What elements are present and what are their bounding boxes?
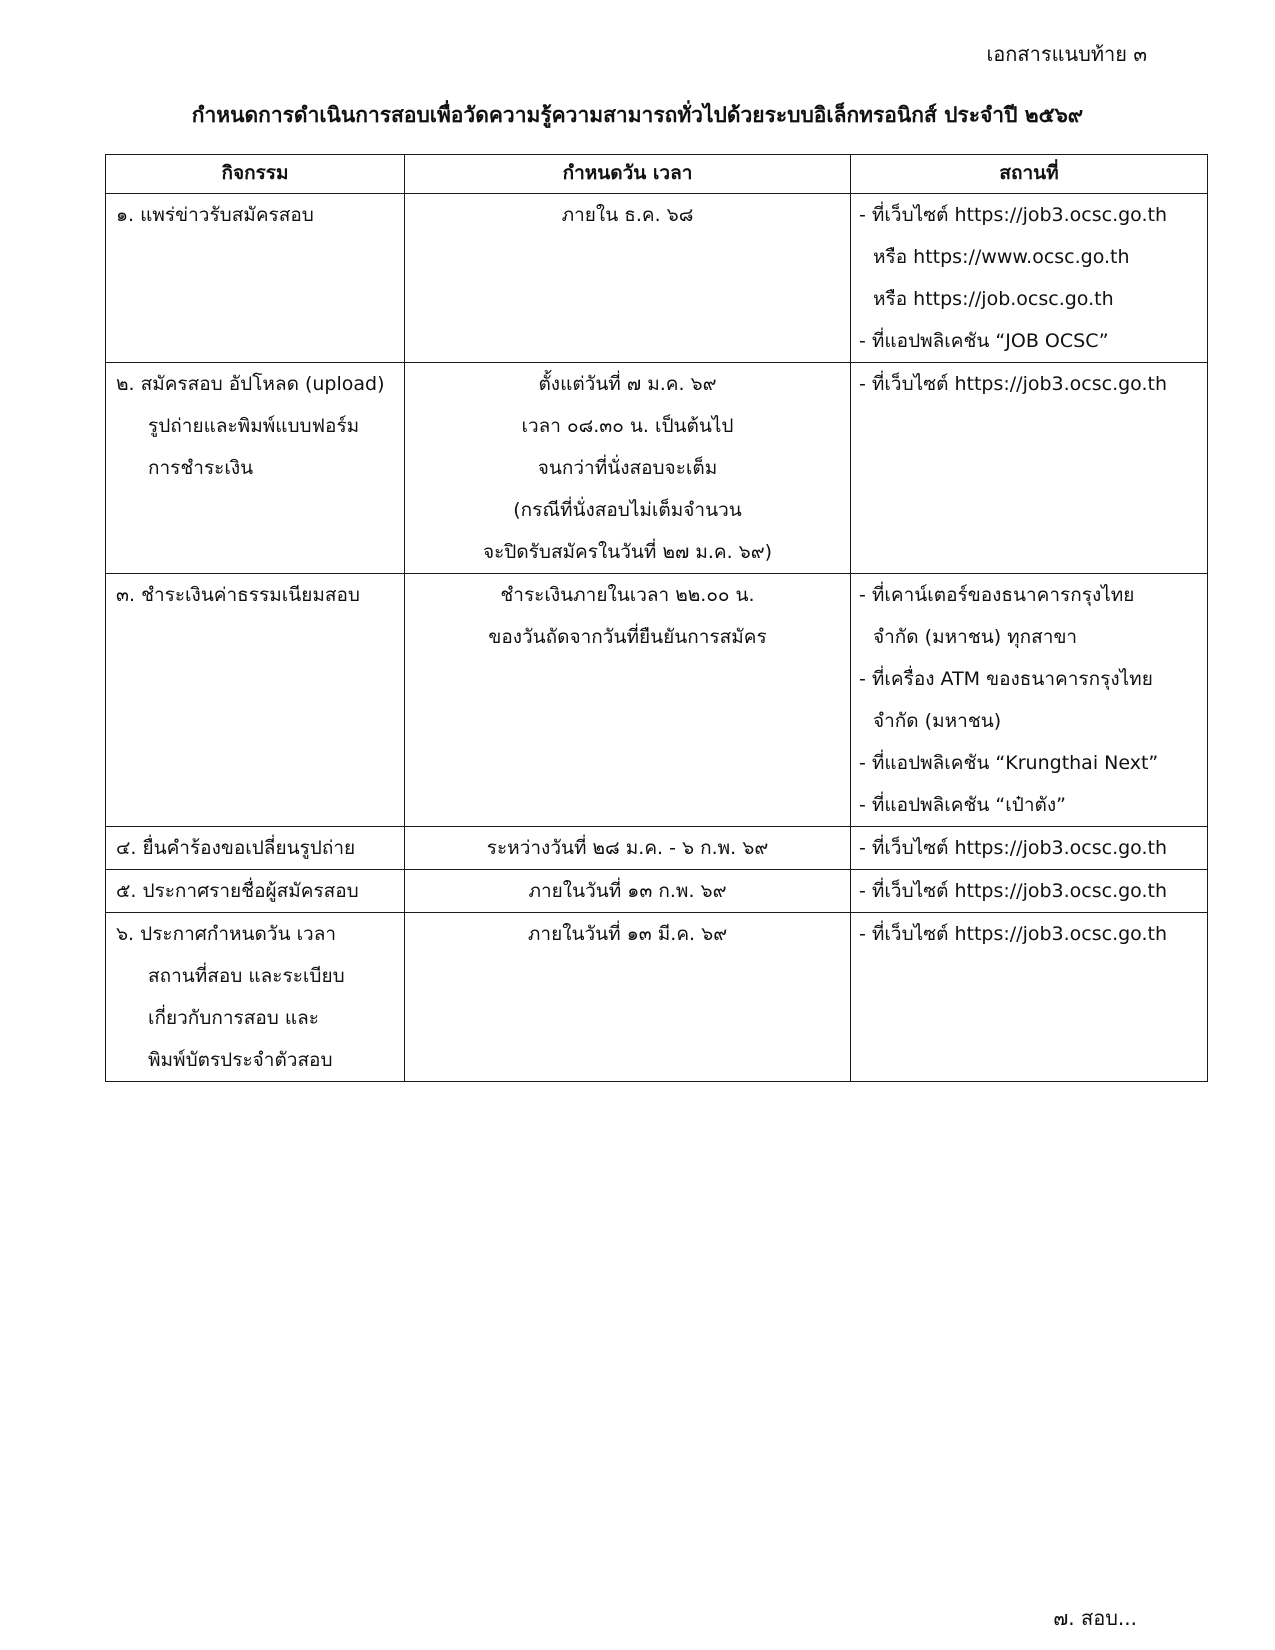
table-row bbox=[106, 913, 1208, 1082]
place-line: - ที่เว็บไซต์ https://job3.ocsc.go.th bbox=[859, 880, 1168, 902]
activity-cell bbox=[106, 827, 405, 870]
activity-cell bbox=[106, 913, 405, 1082]
activity-line: ๒. สมัครสอบ อัปโหลด (upload) bbox=[116, 373, 385, 395]
table-row bbox=[106, 363, 1208, 574]
datetime-line: ชำระเงินภายในเวลา ๒๒.๐๐ น. bbox=[500, 584, 755, 606]
schedule-table bbox=[105, 154, 1208, 1082]
datetime-cell bbox=[405, 363, 851, 574]
header-datetime: กำหนดวัน เวลา bbox=[405, 155, 851, 194]
activity-line: เกี่ยวกับการสอบ และ bbox=[148, 1007, 319, 1029]
annex-label: เอกสารแนบท้าย ๓ bbox=[986, 42, 1147, 66]
page-continuation: ๗. สอบ... bbox=[1053, 1606, 1137, 1630]
datetime-line: ภายใน ธ.ค. ๖๘ bbox=[561, 204, 694, 226]
place-cell bbox=[851, 363, 1208, 574]
activity-line: การชำระเงิน bbox=[148, 457, 254, 479]
header-activity: กิจกรรม bbox=[106, 155, 405, 194]
place-cell bbox=[851, 870, 1208, 913]
place-line: - ที่เว็บไซต์ https://job3.ocsc.go.th bbox=[859, 923, 1168, 945]
datetime-cell bbox=[405, 827, 851, 870]
place-line: - ที่เว็บไซต์ https://job3.ocsc.go.th bbox=[859, 837, 1168, 859]
datetime-line: ตั้งแต่วันที่ ๗ ม.ค. ๖๙ bbox=[538, 373, 717, 395]
place-line: หรือ https://job.ocsc.go.th bbox=[873, 288, 1114, 310]
header-place: สถานที่ bbox=[851, 155, 1208, 194]
place-line: - ที่แอปพลิเคชัน “Krungthai Next” bbox=[859, 752, 1159, 774]
place-line: จำกัด (มหาชน) ทุกสาขา bbox=[873, 626, 1078, 648]
place-line: - ที่เครื่อง ATM ของธนาคารกรุงไทย bbox=[859, 668, 1153, 690]
activity-line: รูปถ่ายและพิมพ์แบบฟอร์ม bbox=[148, 415, 360, 437]
page-title: กำหนดการดำเนินการสอบเพื่อวัดความรู้ความสามารถทั่วไปด้วยระบบอิเล็กทรอนิกส์ ประจำปี ๒๕๖๙ bbox=[191, 103, 1084, 127]
datetime-line: จนกว่าที่นั่งสอบจะเต็ม bbox=[537, 457, 718, 479]
datetime-line: ภายในวันที่ ๑๓ มี.ค. ๖๙ bbox=[527, 923, 728, 945]
table-row bbox=[106, 827, 1208, 870]
datetime-line: จะปิดรับสมัครในวันที่ ๒๗ ม.ค. ๖๙) bbox=[482, 541, 773, 563]
datetime-cell bbox=[405, 870, 851, 913]
datetime-cell bbox=[405, 194, 851, 363]
activity-cell bbox=[106, 870, 405, 913]
datetime-line: ของวันถัดจากวันที่ยืนยันการสมัคร bbox=[488, 626, 767, 648]
activity-cell bbox=[106, 363, 405, 574]
datetime-line: ภายในวันที่ ๑๓ ก.พ. ๖๙ bbox=[528, 880, 727, 902]
table-row bbox=[106, 870, 1208, 913]
table-row bbox=[106, 194, 1208, 363]
place-line: จำกัด (มหาชน) bbox=[873, 710, 1002, 732]
activity-line: ๑. แพร่ข่าวรับสมัครสอบ bbox=[116, 204, 314, 226]
place-line: - ที่เว็บไซต์ https://job3.ocsc.go.th bbox=[859, 373, 1168, 395]
activity-line: ๕. ประกาศรายชื่อผู้สมัครสอบ bbox=[116, 880, 359, 902]
activity-cell bbox=[106, 574, 405, 827]
datetime-cell bbox=[405, 574, 851, 827]
table-header-row bbox=[106, 155, 1208, 194]
datetime-line: (กรณีที่นั่งสอบไม่เต็มจำนวน bbox=[513, 499, 742, 521]
activity-line: ๖. ประกาศกำหนดวัน เวลา bbox=[116, 923, 337, 945]
table-row bbox=[106, 574, 1208, 827]
place-line: - ที่เคาน์เตอร์ของธนาคารกรุงไทย bbox=[859, 584, 1135, 606]
activity-line: พิมพ์บัตรประจำตัวสอบ bbox=[148, 1049, 333, 1071]
datetime-line: เวลา ๐๘.๓๐ น. เป็นต้นไป bbox=[521, 415, 734, 437]
datetime-line: ระหว่างวันที่ ๒๘ ม.ค. - ๖ ก.พ. ๖๙ bbox=[486, 837, 769, 859]
place-cell bbox=[851, 913, 1208, 1082]
datetime-cell bbox=[405, 913, 851, 1082]
place-line: - ที่แอปพลิเคชัน “JOB OCSC” bbox=[859, 330, 1109, 352]
place-line: - ที่แอปพลิเคชัน “เป๋าตัง” bbox=[859, 794, 1066, 816]
activity-line: ๔. ยื่นคำร้องขอเปลี่ยนรูปถ่าย bbox=[116, 837, 356, 859]
activity-cell bbox=[106, 194, 405, 363]
activity-line: ๓. ชำระเงินค่าธรรมเนียมสอบ bbox=[116, 584, 360, 606]
place-cell bbox=[851, 574, 1208, 827]
place-line: - ที่เว็บไซต์ https://job3.ocsc.go.th bbox=[859, 204, 1168, 226]
place-cell bbox=[851, 194, 1208, 363]
activity-line: สถานที่สอบ และระเบียบ bbox=[148, 965, 345, 987]
place-line: หรือ https://www.ocsc.go.th bbox=[873, 246, 1130, 268]
place-cell bbox=[851, 827, 1208, 870]
